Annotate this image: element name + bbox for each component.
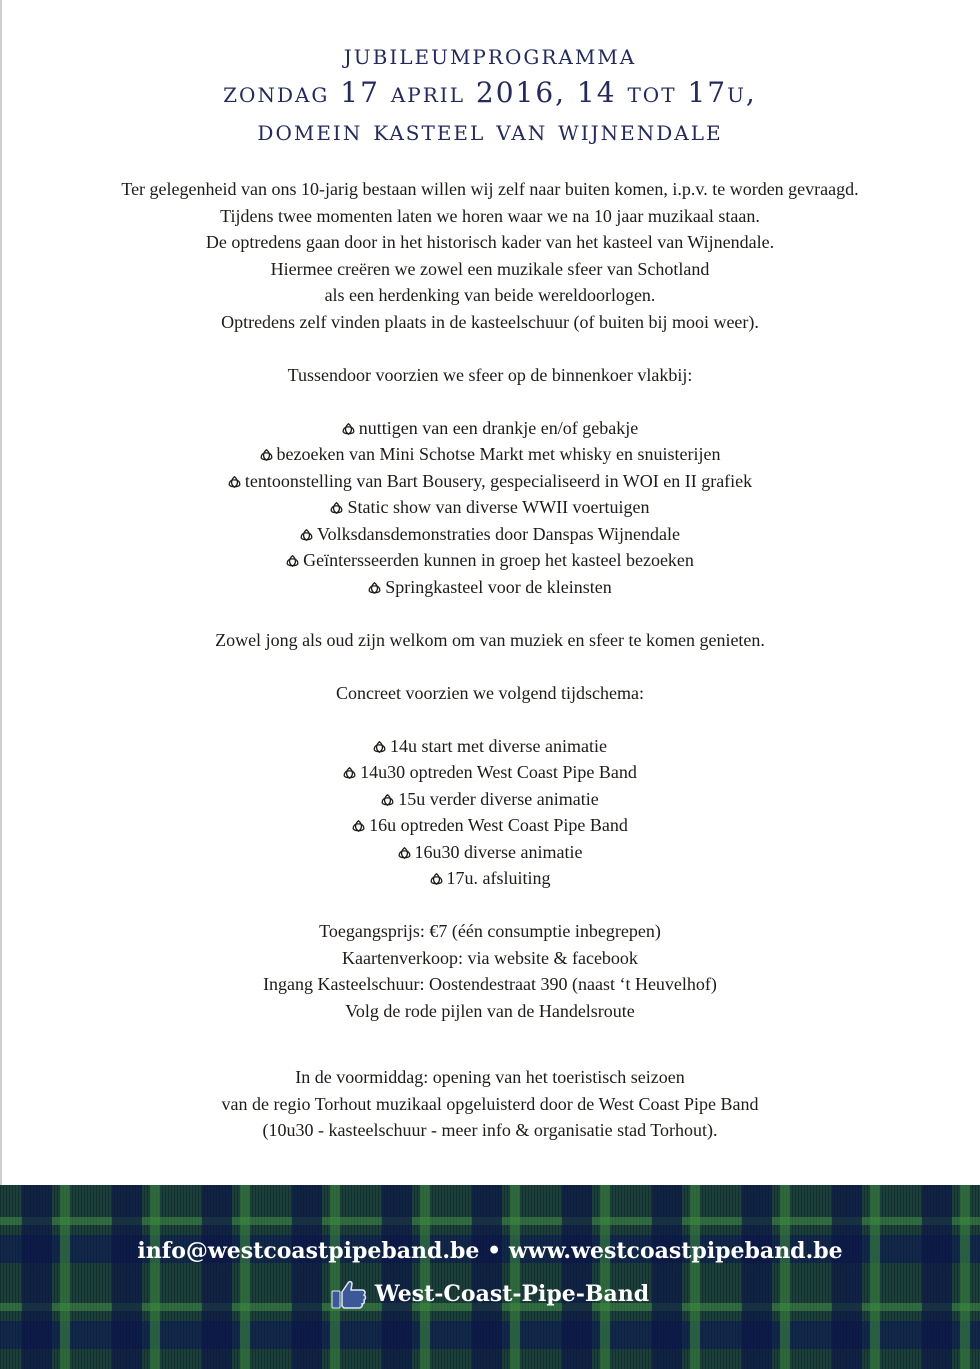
schedule-item (0, 733, 980, 760)
triquetra-icon (300, 529, 313, 541)
list-item-text: Static show van diverse WWII voertuigen (347, 497, 650, 517)
triquetra-icon (373, 741, 386, 753)
price-line: Toegangsprijs: €7 (één consumptie inbegrepen) (319, 921, 661, 941)
list-item-text: tentoonstelling van Bart Bousery, gespecialiseerd in WOI en II grafiek (244, 470, 753, 491)
website-link[interactable]: www.westcoastpipeband.be (508, 1238, 843, 1264)
schedule-item-text: 16u30 diverse animatie (414, 841, 583, 862)
triquetra-icon (342, 423, 355, 435)
schedule-item-text: 15u verder diverse animatie (398, 788, 599, 809)
schedule-item-text: 14u30 optreden West Coast Pipe Band (360, 762, 637, 782)
triquetra-icon (286, 555, 299, 567)
practical-info (0, 918, 980, 1024)
list-item (0, 521, 980, 548)
schedule-item (0, 759, 980, 786)
welcome-text: Zowel jong als oud zijn welkom om van muziek en sfeer te komen genieten. (215, 629, 765, 650)
list-item (0, 415, 980, 442)
triquetra-icon (398, 847, 411, 859)
schedule-item (0, 865, 980, 892)
list-item-text: nuttigen van een drankje en/of gebakje (358, 417, 639, 438)
tartan-footer (0, 1185, 980, 1369)
schedule-item (0, 812, 980, 839)
body-content (0, 176, 980, 1144)
list-item (0, 468, 980, 495)
list-item (0, 441, 980, 468)
facebook-line[interactable] (0, 1279, 980, 1309)
triquetra-icon (368, 582, 381, 594)
schedule-intro: Concreet voorzien we volgend tijdschema: (336, 682, 644, 703)
triquetra-icon (430, 873, 443, 885)
morning-line: (10u30 - kasteelschuur - meer info & organisatie stad Torhout). (262, 1120, 718, 1140)
morning-line: In de voormiddag: opening van het toeristisch seizoen (295, 1067, 685, 1087)
schedule-item (0, 786, 980, 813)
intro-line: Hiermee creëren we zowel een muzikale sfeer van Schotland (270, 258, 710, 279)
intro-line: Optredens zelf vinden plaats in de kasteelschuur (of buiten bij mooi weer). (221, 311, 759, 332)
triquetra-icon (352, 820, 365, 832)
email-link[interactable]: info@westcoastpipeband.be (137, 1238, 480, 1264)
entrance-line: Ingang Kasteelschuur: Oostendestraat 390 (naast ‘t Heuvelhof) (263, 974, 717, 994)
route-line: Volg de rode pijlen van de Handelsroute (345, 1000, 635, 1021)
triquetra-icon (228, 476, 241, 488)
intro-line: De optredens gaan door in het historisch kader van het kasteel van Wijnendale. (205, 232, 775, 252)
footer-contact-line (0, 1237, 980, 1264)
intro-paragraph (0, 176, 980, 335)
triquetra-icon (330, 502, 343, 514)
list-item-text: bezoeken van Mini Schotse Markt met whisky en snuisterijen (276, 444, 721, 464)
intro-line: Tijdens twee momenten laten we horen waar we na 10 jaar muzikaal staan. (220, 205, 760, 226)
list-item (0, 574, 980, 601)
list-item-text: Geïntersseerden kunnen in groep het kasteel bezoeken (303, 550, 694, 570)
tickets-line: Kaartenverkoop: via website & facebook (342, 947, 638, 968)
list-item (0, 547, 980, 574)
facebook-page-link[interactable]: West-Coast-Pipe-Band (374, 1281, 650, 1307)
list-item-text: Springkasteel voor de kleinsten (385, 576, 612, 597)
thumbs-up-icon (331, 1279, 367, 1309)
schedule-item-text: 17u. afsluiting (446, 868, 551, 888)
title-date-line: zondag 17 april 2016, 14 tot 17u, (223, 76, 757, 109)
schedule-item-text: 16u optreden West Coast Pipe Band (369, 815, 628, 835)
separator-dot: • (487, 1238, 502, 1264)
activities-intro: Tussendoor voorzien we sfeer op de binnenkoer vlakbij: (287, 364, 693, 385)
schedule-item (0, 839, 980, 866)
schedule-item-text: 14u start met diverse animatie (390, 735, 607, 756)
title-venue-line: domein kasteel van wijnendale (257, 114, 723, 147)
intro-line: als een herdenking van beide wereldoorlogen. (324, 285, 656, 305)
intro-line: Ter gelegenheid van ons 10-jarig bestaan willen wij zelf naar buiten komen, i.p.v. te worden gevraagd. (121, 179, 859, 199)
list-item-text: Volksdansdemonstraties door Danspas Wijnendale (316, 523, 681, 544)
schedule-list (0, 733, 980, 892)
title-block (0, 36, 980, 150)
activities-list (0, 415, 980, 601)
title-line: jubileumprogramma (343, 38, 637, 71)
triquetra-icon (260, 449, 273, 461)
morning-line: van de regio Torhout muzikaal opgeluisterd door de West Coast Pipe Band (221, 1093, 759, 1114)
list-item (0, 494, 980, 521)
triquetra-icon (381, 794, 394, 806)
morning-note (0, 1064, 980, 1144)
triquetra-icon (343, 767, 356, 779)
